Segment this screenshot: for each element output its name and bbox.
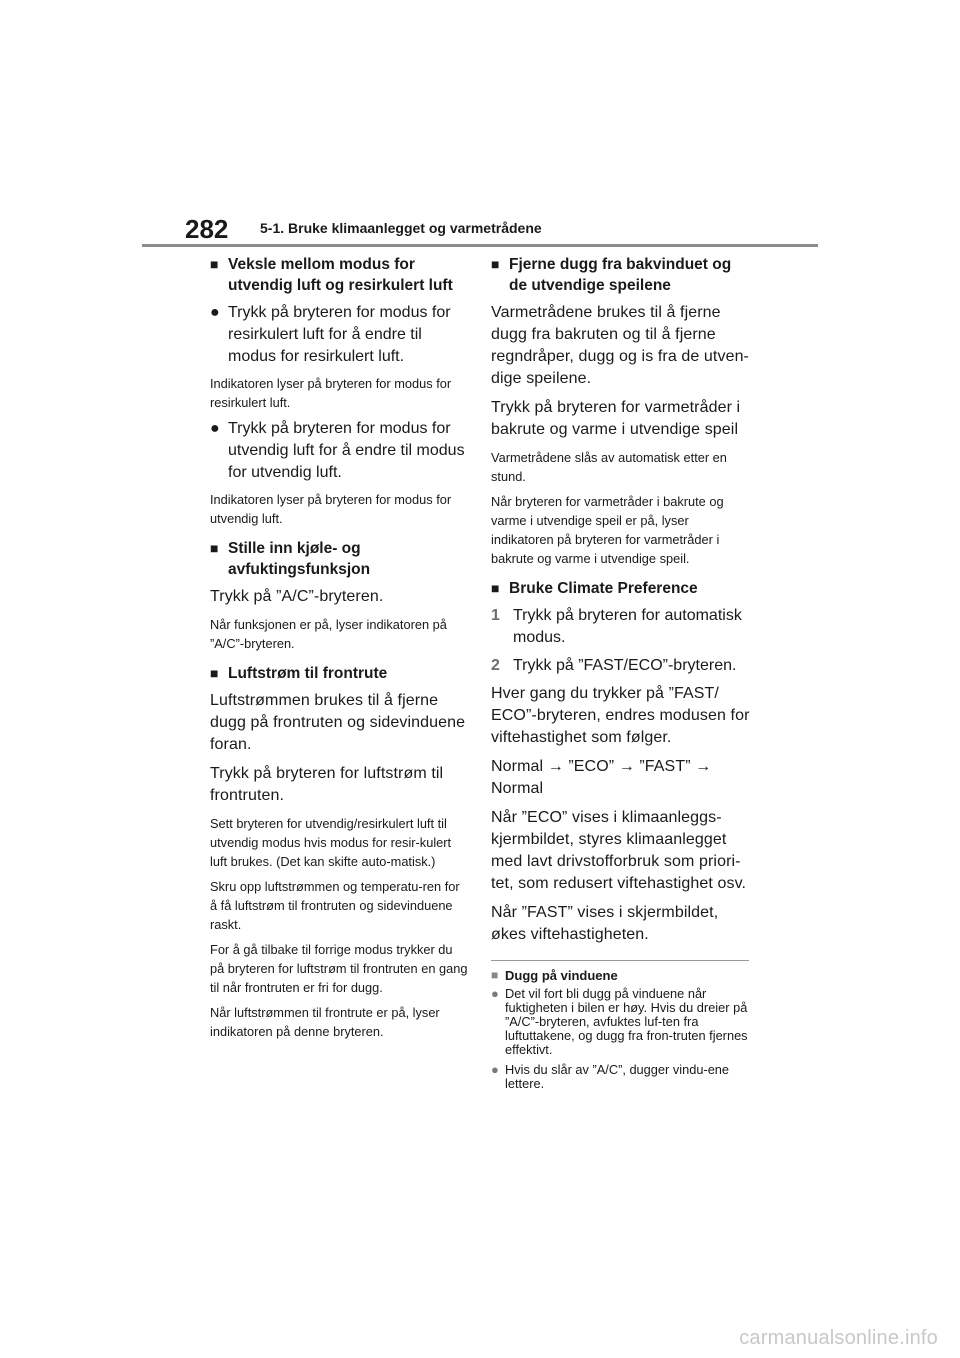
section-heading: ■ Veksle mellom modus for utvendig luft og resirkulert luft <box>210 256 453 294</box>
bullet-item: ● Trykk på bryteren for modus for utvendig luft for å endre til modus for utvendig luft. <box>210 418 470 484</box>
body-text: Luftstrømmen brukes til å fjerne dugg på frontruten og sidevinduene foran. <box>210 692 466 753</box>
header-divider <box>142 244 818 247</box>
step-item: 1 Trykk på bryteren for automatisk modus. <box>491 605 753 649</box>
note-text: Når bryteren for varmetråder i bakrute og varme i utvendige speil er på, lyser indikatoren på bryteren for varmetråder i bakrute og varme i utvendige speil. <box>491 494 724 566</box>
watermark: carmanualsonline.info <box>739 1327 938 1349</box>
note-text: Skru opp luftstrømmen og temperatu-ren for å få luftstrøm til frontruten og sidevinduene raskt. <box>210 879 460 932</box>
body-text: Hver gang du trykker på ”FAST/ ECO”-bryteren, endres modusen for viftehastighet som følger. <box>491 685 750 746</box>
right-column <box>491 254 753 1097</box>
note-text: Sett bryteren for utvendig/resirkulert luft til utvendig modus hvis modus for resir-kulert luft brukes. (Det kan skifte auto-matisk.) <box>210 816 452 869</box>
section-heading: ■ Luftstrøm til frontrute <box>210 665 388 682</box>
bullet-dot-icon: ● <box>491 986 499 1001</box>
left-column <box>210 254 470 1047</box>
square-bullet-icon: ■ <box>491 580 500 596</box>
note-text: For å gå tilbake til forrige modus trykker du på bryteren for luftstrøm til frontruten en gang til når frontruten er fri for dugg. <box>210 942 468 995</box>
note-heading: ■ Dugg på vinduene <box>491 968 618 983</box>
square-bullet-icon: ■ <box>491 256 500 272</box>
body-text: Trykk på ”A/C”-bryteren. <box>210 588 384 605</box>
note-text: Indikatoren lyser på bryteren for modus for utvendig luft. <box>210 492 452 526</box>
bullet-dot-icon: ● <box>491 1062 499 1077</box>
square-bullet-icon: ■ <box>491 968 499 982</box>
section-heading: ■ Stille inn kjøle- og avfuktingsfunksjon <box>210 540 371 578</box>
note-item: ● Det vil fort bli dugg på vinduene når fuktigheten i bilen er høy. Hvis du dreier på ”A/C”-bryteren, avfuktes luf-ten fra luftuttakene, og dugg fra fron-truten fjernes effektivt. <box>491 986 748 1057</box>
note-text: Når funksjonen er på, lyser indikatoren på ”A/C”-bryteren. <box>210 617 447 651</box>
square-bullet-icon: ■ <box>210 256 219 272</box>
bullet-dot-icon: ● <box>210 304 220 321</box>
note-text: Indikatoren lyser på bryteren for modus for resirkulert luft. <box>210 376 452 410</box>
section-title: 5-1. Bruke klimaanlegget og varmetrådene <box>260 220 542 236</box>
section-heading: ■ Bruke Climate Preference <box>491 580 698 597</box>
body-text: Trykk på bryteren for varmetråder i bakrute og varme i utvendige speil <box>491 399 741 438</box>
step-number: 2 <box>491 657 500 674</box>
step-number: 1 <box>491 607 500 624</box>
square-bullet-icon: ■ <box>210 540 219 556</box>
body-text: Når ”FAST” vises i skjermbildet, økes viftehastigheten. <box>491 904 719 943</box>
page-number: 282 <box>185 214 229 244</box>
note-divider <box>491 960 749 961</box>
body-text: Normal → ”ECO” → ”FAST” → Normal <box>491 758 712 797</box>
body-text: Varmetrådene brukes til å fjerne dugg fra bakruten og til å fjerne regndråper, dugg og is fra de utven-dige speilene. <box>491 304 749 387</box>
body-text: Trykk på bryteren for luftstrøm til frontruten. <box>210 765 444 804</box>
section-heading: ■ Fjerne dugg fra bakvinduet og de utvendige speilene <box>491 256 732 294</box>
bullet-item: ● Trykk på bryteren for modus for resirkulert luft for å endre til modus for resirkulert luft. <box>210 302 470 368</box>
note-text: Varmetrådene slås av automatisk etter en stund. <box>491 450 727 484</box>
square-bullet-icon: ■ <box>210 665 219 681</box>
note-text: Når luftstrømmen til frontrute er på, lyser indikatoren på denne bryteren. <box>210 1005 440 1039</box>
note-item: ● Hvis du slår av ”A/C”, dugger vindu-ene lettere. <box>491 1062 730 1091</box>
body-text: Når ”ECO” vises i klimaanleggs-kjermbildet, styres klimaanlegget med lavt drivstofforbruk som priori-tet, som redusert viftehastighet osv. <box>491 809 747 892</box>
bullet-dot-icon: ● <box>210 420 220 437</box>
step-item: 2 Trykk på ”FAST/ECO”-bryteren. <box>491 655 753 677</box>
